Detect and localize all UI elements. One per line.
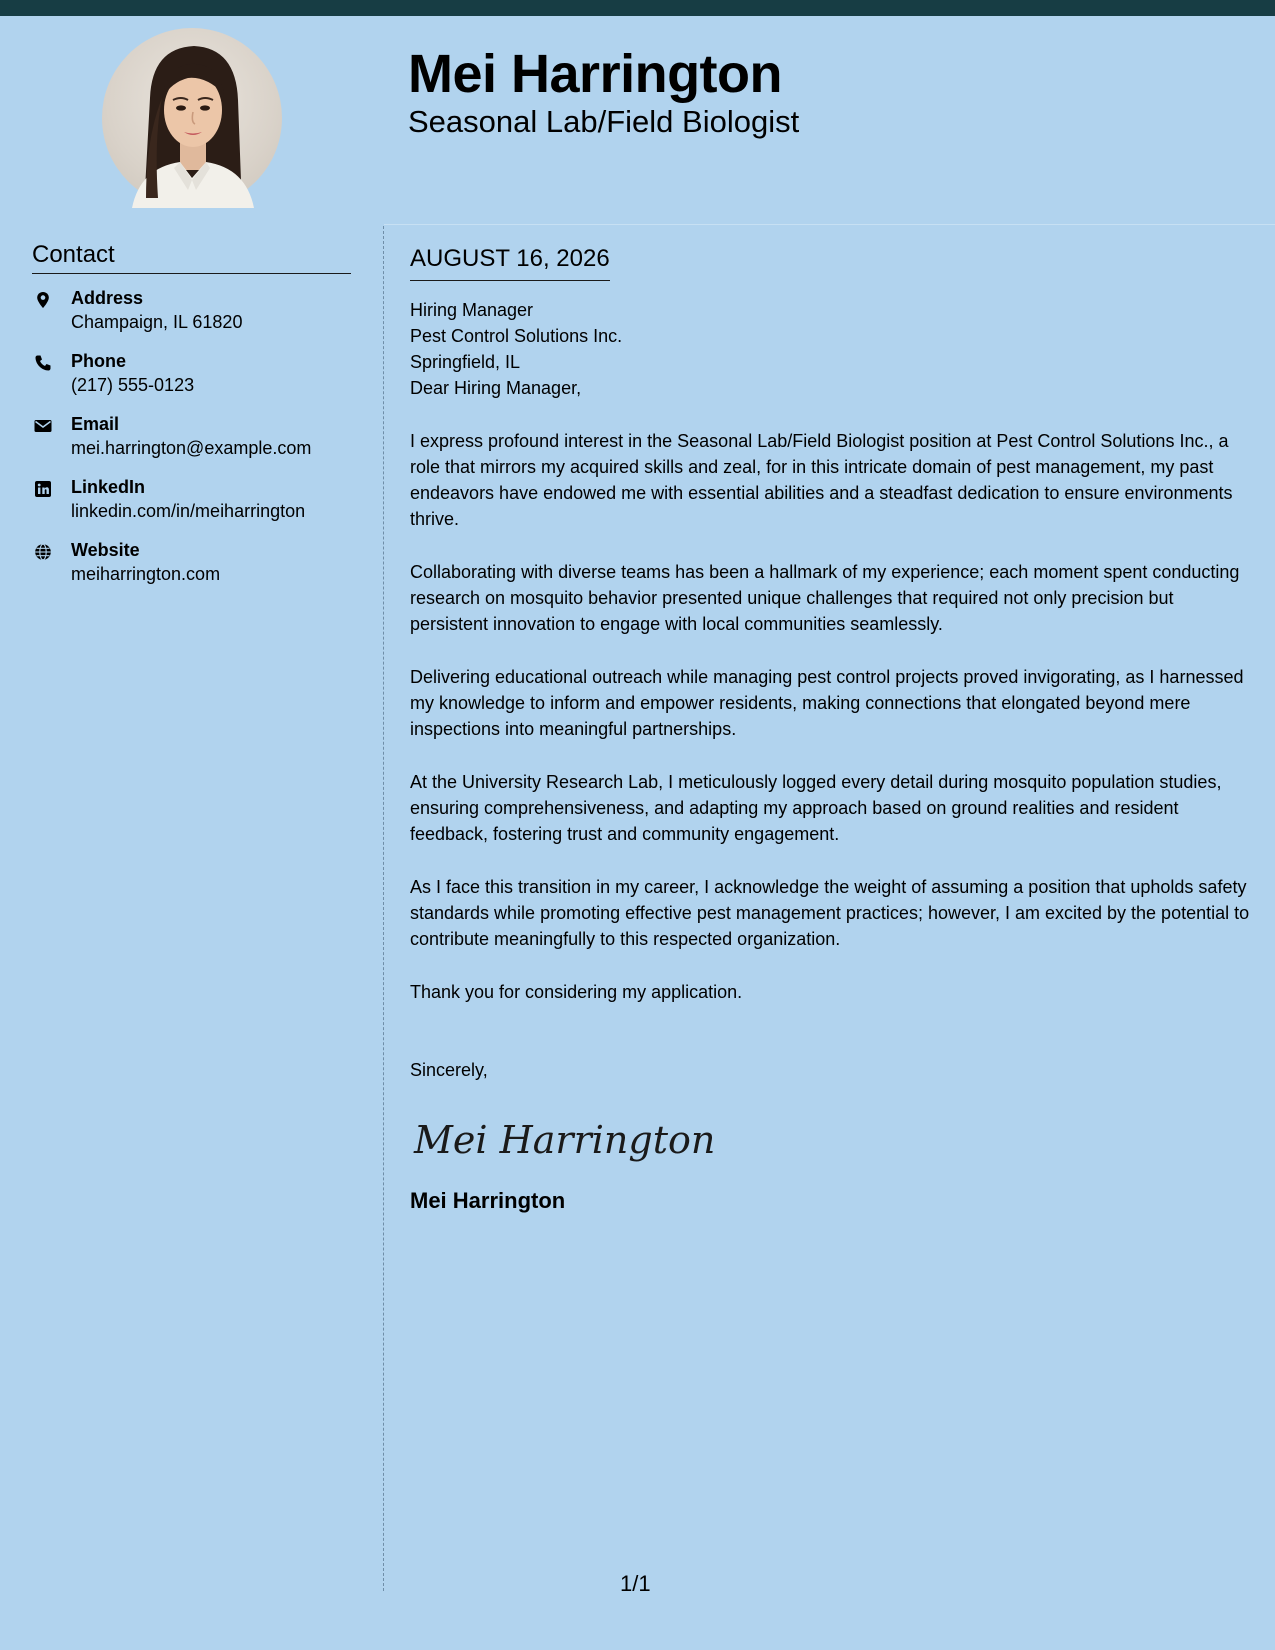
sign-off: Sincerely, <box>410 1060 488 1080</box>
recipient-location: Springfield, IL <box>410 352 521 372</box>
applicant-name: Mei Harrington <box>408 44 783 104</box>
body-paragraph: Delivering educational outreach while managing pest control projects proved invigorating, as I harnessed my knowledge to inform and empower residents, making connections that elongated beyond mere inspections into meaningful partnerships. <box>410 667 1244 739</box>
contact-value[interactable]: linkedin.com/in/meiharrington <box>71 501 306 521</box>
envelope-icon <box>34 417 52 435</box>
contact-item-email <box>32 412 351 475</box>
salutation: Dear Hiring Manager, <box>410 378 582 398</box>
contact-label: Website <box>71 540 140 560</box>
signature-text: Mei Harrington <box>414 1118 716 1162</box>
body-paragraph: As I face this transition in my career, I acknowledge the weight of assuming a position that upholds safety standards while promoting effective pest management practices; however, I am excited by the potential to contribute meaningfully to this respected organization. <box>410 877 1250 949</box>
contact-label: Email <box>71 414 120 434</box>
top-accent-bar <box>0 0 1275 16</box>
contact-value: Champaign, IL 61820 <box>71 312 243 332</box>
contact-item-address <box>32 286 351 349</box>
recipient-company: Pest Control Solutions Inc. <box>410 326 623 346</box>
recipient-block <box>410 297 1250 375</box>
header-divider <box>384 224 1275 225</box>
contact-list <box>32 286 351 601</box>
linkedin-icon <box>34 480 52 498</box>
contact-value: (217) 555-0123 <box>71 375 195 395</box>
contact-value[interactable]: meiharrington.com <box>71 564 221 584</box>
contact-label: Phone <box>71 351 127 371</box>
page-number: 1/1 <box>620 1571 651 1596</box>
contact-label: LinkedIn <box>71 477 146 497</box>
cover-letter <box>410 242 1250 1215</box>
handwritten-signature <box>410 1109 716 1169</box>
phone-icon <box>34 354 52 372</box>
body-paragraph: I express profound interest in the Seasonal Lab/Field Biologist position at Pest Control Solutions Inc., a role that mirrors my acquired skills and zeal, for in this intricate domain of pest management, my past endeavors have endowed me with essential abilities and a steadfast dedication to ensure environments thrive. <box>410 431 1233 529</box>
body-paragraph: At the University Research Lab, I meticulously logged every detail during mosquito population studies, ensuring comprehensiveness, and adapting my approach based on ground realities and resident feedback, fostering trust and community engagement. <box>410 772 1222 844</box>
contact-label: Address <box>71 288 144 308</box>
signer-name: Mei Harrington <box>410 1188 566 1213</box>
recipient-title: Hiring Manager <box>410 300 534 320</box>
map-pin-icon <box>34 291 52 309</box>
globe-icon <box>34 543 52 561</box>
closing-thanks: Thank you for considering my application. <box>410 982 743 1002</box>
contact-item-linkedin <box>32 475 351 538</box>
profile-photo <box>102 28 282 208</box>
letter-date: AUGUST 16, 2026 <box>410 242 610 281</box>
column-divider <box>383 226 384 1591</box>
contact-item-phone <box>32 349 351 412</box>
contact-sidebar <box>32 240 351 601</box>
job-title: Seasonal Lab/Field Biologist <box>408 104 800 139</box>
contact-value[interactable]: mei.harrington@example.com <box>71 438 312 458</box>
contact-heading: Contact <box>32 240 351 274</box>
contact-item-website <box>32 538 351 601</box>
body-paragraph: Collaborating with diverse teams has been a hallmark of my experience; each moment spent conducting research on mosquito behavior presented unique challenges that required not only precision but persistent innovation to engage with local communities seamlessly. <box>410 562 1240 634</box>
